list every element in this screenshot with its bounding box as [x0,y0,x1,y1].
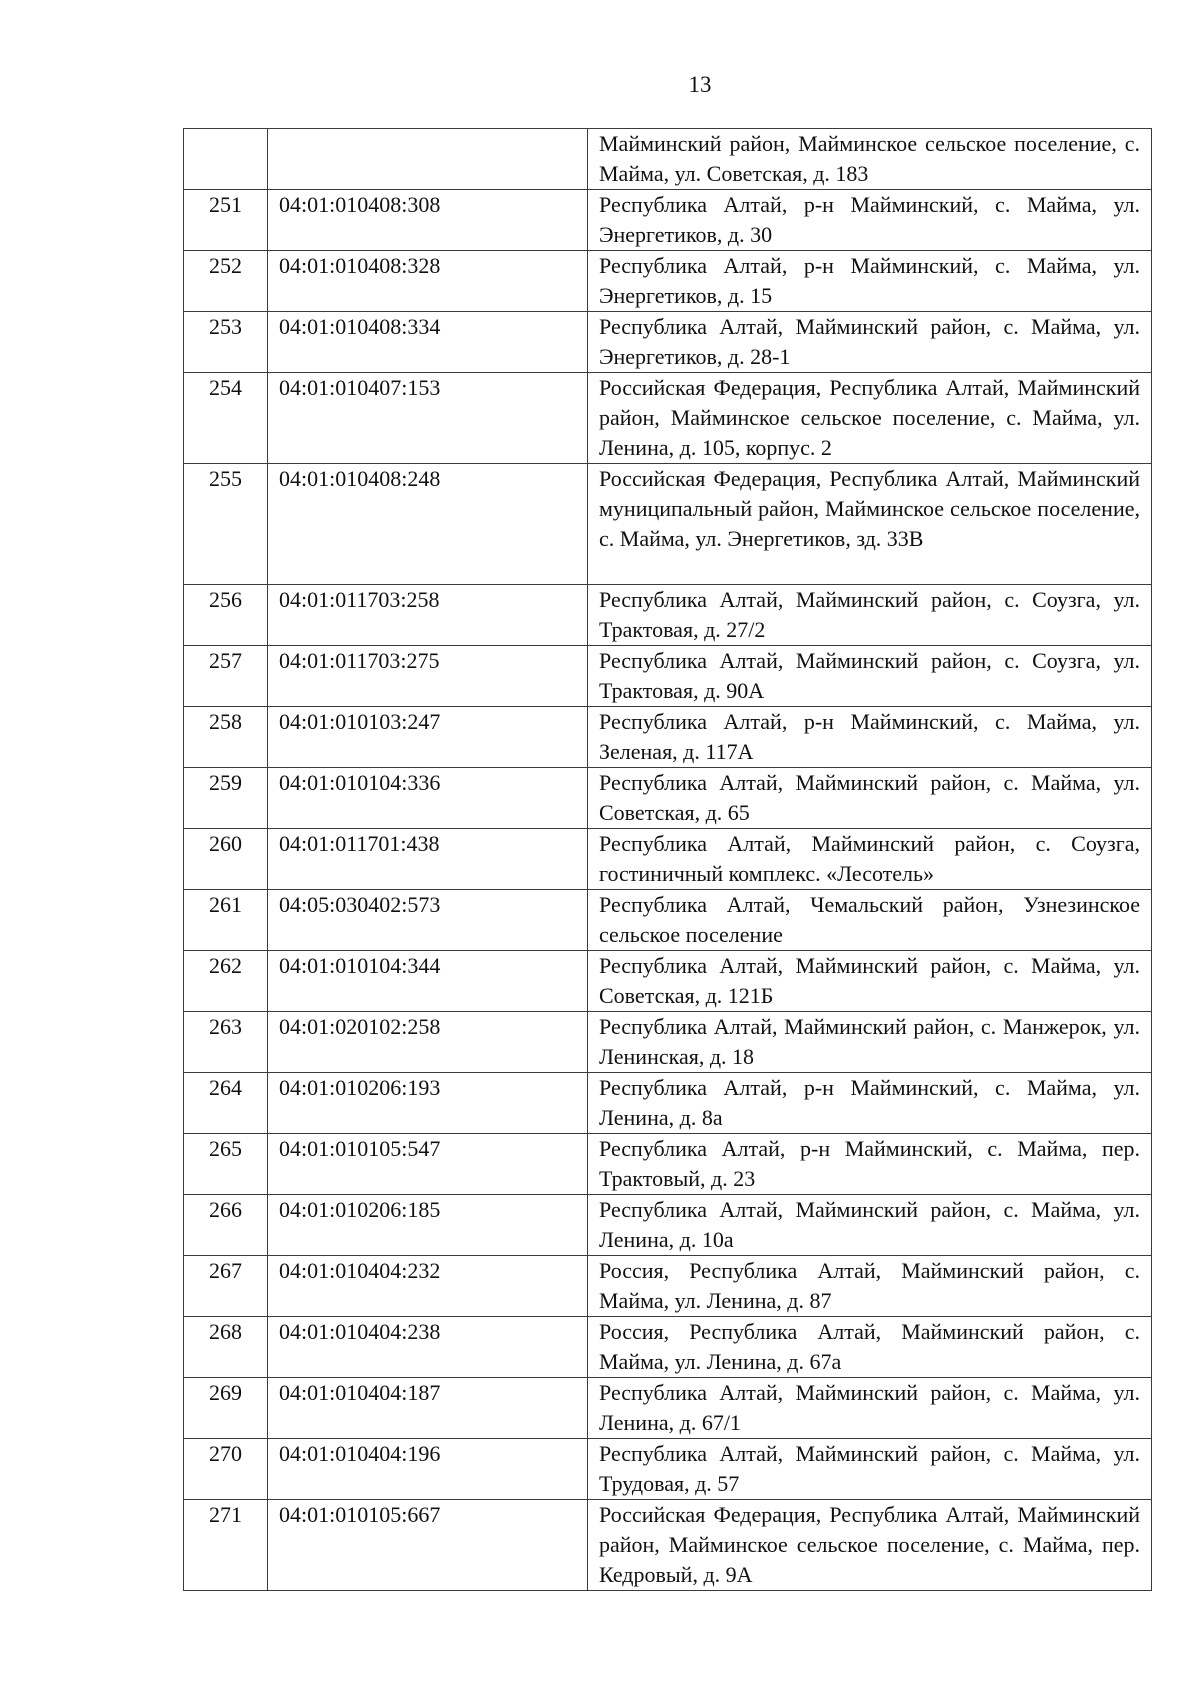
cadastral-number: 04:01:010408:334 [268,312,588,373]
cadastral-number: 04:01:010407:153 [268,373,588,464]
row-number: 252 [184,251,268,312]
address: Республика Алтай, Майминский район, с. Майма, ул. Трудовая, д. 57 [588,1439,1152,1500]
address: Республика Алтай, Майминский район, с. Майма, ул. Ленина, д. 10а [588,1195,1152,1256]
row-number: 253 [184,312,268,373]
cadastral-number: 04:01:011703:275 [268,646,588,707]
table-row [184,1073,1152,1134]
address: Республика Алтай, Майминский район, с. Майма, ул. Советская, д. 121Б [588,951,1152,1012]
table-row [184,373,1152,464]
row-number: 258 [184,707,268,768]
row-number: 265 [184,1134,268,1195]
page-number: 13 [688,72,712,97]
row-number: 263 [184,1012,268,1073]
table-row [184,1134,1152,1195]
table-row [184,190,1152,251]
cadastral-number: 04:01:010104:344 [268,951,588,1012]
cadastral-number: 04:01:010404:187 [268,1378,588,1439]
table-row [184,890,1152,951]
table-row [184,1439,1152,1500]
address: Республика Алтай, р-н Майминский, с. Майма, ул. Энергетиков, д. 30 [588,190,1152,251]
address: Республика Алтай, р-н Майминский, с. Майма, ул. Энергетиков, д. 15 [588,251,1152,312]
row-number: 270 [184,1439,268,1500]
address: Россия, Республика Алтай, Майминский район, с. Майма, ул. Ленина, д. 87 [588,1256,1152,1317]
table-row [184,1317,1152,1378]
row-number: 264 [184,1073,268,1134]
cadastral-number: 04:01:010103:247 [268,707,588,768]
address: Республика Алтай, Майминский район, с. Соузга, ул. Трактовая, д. 27/2 [588,585,1152,646]
table-row [184,768,1152,829]
cadastral-number: 04:01:010206:185 [268,1195,588,1256]
address: Республика Алтай, Майминский район, с. Манжерок, ул. Ленинская, д. 18 [588,1012,1152,1073]
table-row [184,1378,1152,1439]
row-number: 260 [184,829,268,890]
row-number: 259 [184,768,268,829]
address: Республика Алтай, р-н Майминский, с. Майма, ул. Зеленая, д. 117А [588,707,1152,768]
table-row [184,585,1152,646]
row-number [184,129,268,190]
address: Майминский район, Майминское сельское поселение, с. Майма, ул. Советская, д. 183 [588,129,1152,190]
table-row [184,707,1152,768]
cadastral-number: 04:01:010408:308 [268,190,588,251]
cadastral-number: 04:01:010404:238 [268,1317,588,1378]
cadastral-number [268,129,588,190]
cadastral-number: 04:01:020102:258 [268,1012,588,1073]
row-number: 269 [184,1378,268,1439]
cadastral-number: 04:01:010104:336 [268,768,588,829]
cadastral-number: 04:01:010105:547 [268,1134,588,1195]
address: Российская Федерация, Республика Алтай, Майминский район, Майминское сельское поселение, с. Майма, ул. Ленина, д. 105, корпус. 2 [588,373,1152,464]
cadastral-number: 04:01:011701:438 [268,829,588,890]
row-number: 251 [184,190,268,251]
address: Республика Алтай, Чемальский район, Узнезинское сельское поселение [588,890,1152,951]
row-number: 254 [184,373,268,464]
table-row [184,1012,1152,1073]
table-row [184,312,1152,373]
address: Республика Алтай, р-н Майминский, с. Майма, пер. Трактовый, д. 23 [588,1134,1152,1195]
row-number: 271 [184,1500,268,1591]
cadastral-number: 04:01:010105:667 [268,1500,588,1591]
address: Республика Алтай, Майминский район, с. Соузга, гостиничный комплекс. «Лесотель» [588,829,1152,890]
address: Российская Федерация, Республика Алтай, Майминский муниципальный район, Майминское сельское поселение, с. Майма, ул. Энергетиков, зд. 33В [588,464,1152,585]
table-row [184,951,1152,1012]
table-row [184,1256,1152,1317]
cadastral-number: 04:05:030402:573 [268,890,588,951]
cadastral-number: 04:01:010404:196 [268,1439,588,1500]
cadastral-number: 04:01:010404:232 [268,1256,588,1317]
parcel-table-body [184,129,1152,1591]
cadastral-number: 04:01:010408:328 [268,251,588,312]
table-row [184,1195,1152,1256]
address: Республика Алтай, Майминский район, с. Майма, ул. Ленина, д. 67/1 [588,1378,1152,1439]
row-number: 268 [184,1317,268,1378]
address: Российская Федерация, Республика Алтай, Майминский район, Майминское сельское поселение, с. Майма, пер. Кедровый, д. 9А [588,1500,1152,1591]
parcel-table [183,128,1152,1591]
address: Республика Алтай, р-н Майминский, с. Майма, ул. Ленина, д. 8а [588,1073,1152,1134]
row-number: 266 [184,1195,268,1256]
address: Республика Алтай, Майминский район, с. Майма, ул. Энергетиков, д. 28-1 [588,312,1152,373]
table-row [184,646,1152,707]
row-number: 256 [184,585,268,646]
table-row [184,1500,1152,1591]
row-number: 267 [184,1256,268,1317]
row-number: 257 [184,646,268,707]
address: Республика Алтай, Майминский район, с. Соузга, ул. Трактовая, д. 90А [588,646,1152,707]
address: Россия, Республика Алтай, Майминский район, с. Майма, ул. Ленина, д. 67а [588,1317,1152,1378]
row-number: 262 [184,951,268,1012]
table-row [184,251,1152,312]
table-row [184,129,1152,190]
row-number: 255 [184,464,268,585]
cadastral-number: 04:01:011703:258 [268,585,588,646]
row-number: 261 [184,890,268,951]
cadastral-number: 04:01:010408:248 [268,464,588,585]
cadastral-number: 04:01:010206:193 [268,1073,588,1134]
table-row [184,464,1152,585]
table-row [184,829,1152,890]
address: Республика Алтай, Майминский район, с. Майма, ул. Советская, д. 65 [588,768,1152,829]
